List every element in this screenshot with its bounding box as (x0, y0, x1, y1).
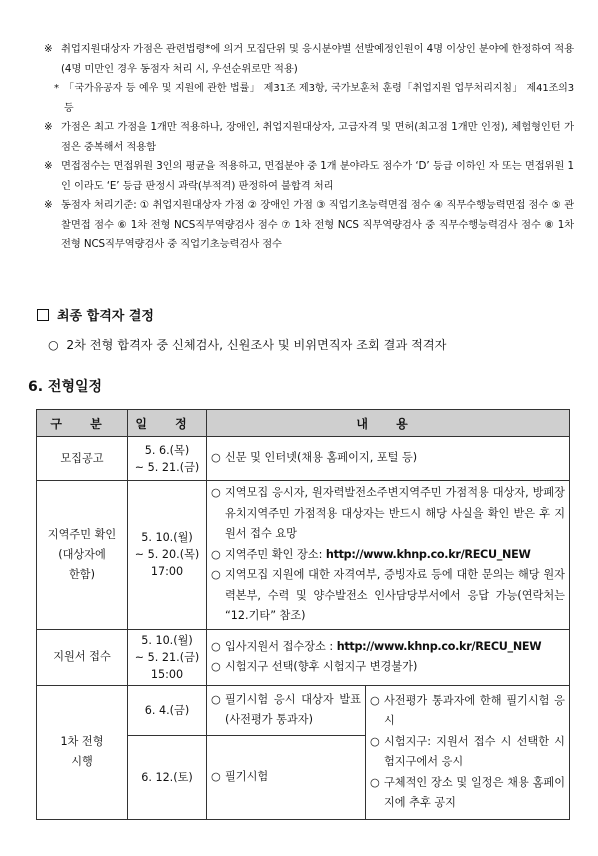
note-mark: ※ (44, 160, 53, 172)
date-line: ~ 5. 21.(금) (134, 650, 200, 664)
note-mark: ※ (44, 121, 53, 133)
content-text: 입사지원서 접수장소 : (225, 639, 337, 653)
note-text: 면접점수는 면접위원 3인의 평균을 적용하고, 면접분야 중 1개 분야라도 점수가 ‘D’ 등급 이하인 자 또는 면접위원 1인 이라도 ‘E’ 등급 판정시 과락(부적격) 판정하여 불합격 처리 (61, 160, 574, 192)
label-line: 1차 전형 (60, 735, 104, 748)
content-text: 시험지구: 지원서 접수 시 선택한 시험지구에서 응시 (384, 734, 565, 768)
row-date: 6. 12.(토) (128, 735, 207, 819)
row-date (128, 437, 207, 481)
final-heading (37, 305, 154, 324)
khnp-link[interactable]: http://www.khnp.co.kr/RECU_NEW (325, 547, 531, 561)
content-text: 지역주민 확인 장소: (225, 547, 326, 561)
label-line: 한함) (69, 567, 95, 581)
note-text: 「국가유공자 등 예우 및 지원에 관한 법률」 제31조 제3항, 국가보훈처 훈령「취업지원 업무처리지침」 제41조의3 등 (64, 83, 574, 114)
circle-bullet-icon: ○ (211, 486, 221, 499)
row-content (207, 481, 570, 630)
final-criteria (48, 336, 446, 353)
header-category: 구 분 (37, 410, 128, 437)
note-text: 취업지원대상자 가점은 관련법령*에 의거 모집단위 및 응시분야별 선발예정인원이 4명 이상인 분야에 한정하여 적용(4명 미만인 경우 동점자 처리 시, 우선순위로만 적용) (61, 43, 574, 75)
note-text: 동점자 처리기준: ① 취업지원대상자 가점 ② 장애인 가점 ③ 직업기초능력면접 점수 ④ 직무수행능력면접 점수 ⑤ 관찰면접 점수 ⑥ 1차 전형 NCS직무역량검사 점수 ⑦ 1차 전형 NCS 직무역량검사 중 직무수행능력검사 점수 ⑧ 1차 전형 NCS직무역량검사 중 직업기초능력검사 점수 (61, 199, 574, 250)
circle-bullet-icon: ○ (48, 338, 59, 352)
circle-bullet-icon: ○ (211, 769, 221, 783)
row-content (207, 685, 366, 735)
content-item (211, 637, 565, 658)
label-line: (대상자에 (58, 547, 106, 561)
circle-bullet-icon: ○ (211, 568, 221, 581)
circle-bullet-icon: ○ (370, 734, 380, 748)
table-row (37, 437, 570, 481)
label-line: 시행 (71, 755, 93, 768)
row-date: 6. 4.(금) (128, 685, 207, 735)
section-title: 6. 전형일정 (28, 379, 103, 395)
note-mark: ※ (44, 43, 53, 55)
table-row (37, 481, 570, 630)
row-content (207, 629, 570, 685)
notes-list (44, 40, 574, 255)
circle-bullet-icon: ○ (211, 660, 221, 673)
content-item (370, 773, 565, 814)
row-label (37, 685, 128, 819)
date-line: 5. 10.(월) (141, 633, 193, 647)
row-label (37, 481, 128, 630)
content-item (211, 565, 565, 627)
note-text: 가점은 최고 가점을 1개만 적용하나, 장애인, 취업지원대상자, 고급자격 및 면허(최고점 1개만 인정), 체험형인턴 가점은 중복해서 적용함 (61, 121, 574, 153)
note-item (44, 157, 574, 196)
date-line: ~ 5. 20.(목) (134, 548, 200, 562)
content-item (211, 690, 361, 731)
table-row (37, 629, 570, 685)
date-line: ~ 5. 21.(금) (134, 460, 200, 474)
note-mark: ※ (44, 199, 53, 211)
final-heading-text: 최종 합격자 결정 (57, 309, 154, 324)
table-header-row (37, 410, 570, 437)
row-content (366, 685, 570, 819)
note-item (44, 40, 574, 79)
date-line: 5. 10.(월) (141, 531, 193, 545)
label-line: 지역주민 확인 (47, 527, 117, 541)
row-date (128, 481, 207, 630)
note-item (44, 118, 574, 157)
circle-bullet-icon: ○ (211, 451, 221, 465)
date-line: 17:00 (150, 565, 184, 579)
header-content: 내 용 (207, 410, 570, 437)
circle-bullet-icon: ○ (211, 547, 221, 561)
khnp-link[interactable]: http://www.khnp.co.kr/RECU_NEW (336, 639, 542, 653)
note-item (44, 196, 574, 255)
content-item (211, 657, 565, 678)
content-text: 필기시험 응시 대상자 발표(사전평가 통과자) (225, 692, 361, 726)
checkbox-square-icon (37, 309, 49, 321)
content-item (211, 767, 361, 788)
row-label: 모집공고 (37, 437, 128, 481)
content-item (370, 732, 565, 773)
circle-bullet-icon: ○ (211, 639, 221, 653)
date-line: 5. 6.(목) (144, 443, 190, 457)
circle-bullet-icon: ○ (370, 775, 380, 789)
row-date (128, 629, 207, 685)
content-item (211, 545, 565, 566)
circle-bullet-icon: ○ (211, 692, 221, 706)
content-text: 구체적인 장소 및 일정은 채용 홈페이지에 추후 공지 (384, 775, 565, 809)
content-text: 신문 및 인터넷(채용 홈페이지, 포털 등) (225, 451, 418, 465)
schedule-table (36, 409, 570, 820)
note-mark: * (54, 83, 59, 94)
row-content (207, 437, 570, 481)
content-text: 지역모집 응시자, 원자력발전소주변지역주민 가점적용 대상자, 방폐장유치지역주민 가점적용 대상자는 반드시 해당 사실을 확인 받은 후 지원서 접수 요망 (225, 486, 565, 540)
content-text: 시험지구 선택(향후 시험지구 변경불가) (225, 660, 418, 673)
date-line: 15:00 (150, 667, 184, 681)
final-criteria-text: 2차 전형 합격자 중 신체검사, 신원조사 및 비위면직자 조회 결과 적격자 (66, 338, 447, 352)
header-schedule: 일 정 (128, 410, 207, 437)
note-sub-item (54, 79, 574, 118)
table-row (37, 685, 570, 735)
content-text: 필기시험 (225, 769, 269, 783)
row-content (207, 735, 366, 819)
row-label: 지원서 접수 (37, 629, 128, 685)
content-text: 지역모집 지원에 대한 자격여부, 증빙자료 등에 대한 문의는 해당 원자력본부, 수력 및 양수발전소 인사담당부서에서 응답 가능(연락처는 “12.기타” 참조) (225, 568, 565, 622)
content-item (211, 448, 565, 469)
content-text: 사전평가 통과자에 한해 필기시험 응시 (384, 693, 565, 727)
circle-bullet-icon: ○ (370, 693, 380, 707)
content-item (211, 483, 565, 545)
content-item (370, 691, 565, 732)
